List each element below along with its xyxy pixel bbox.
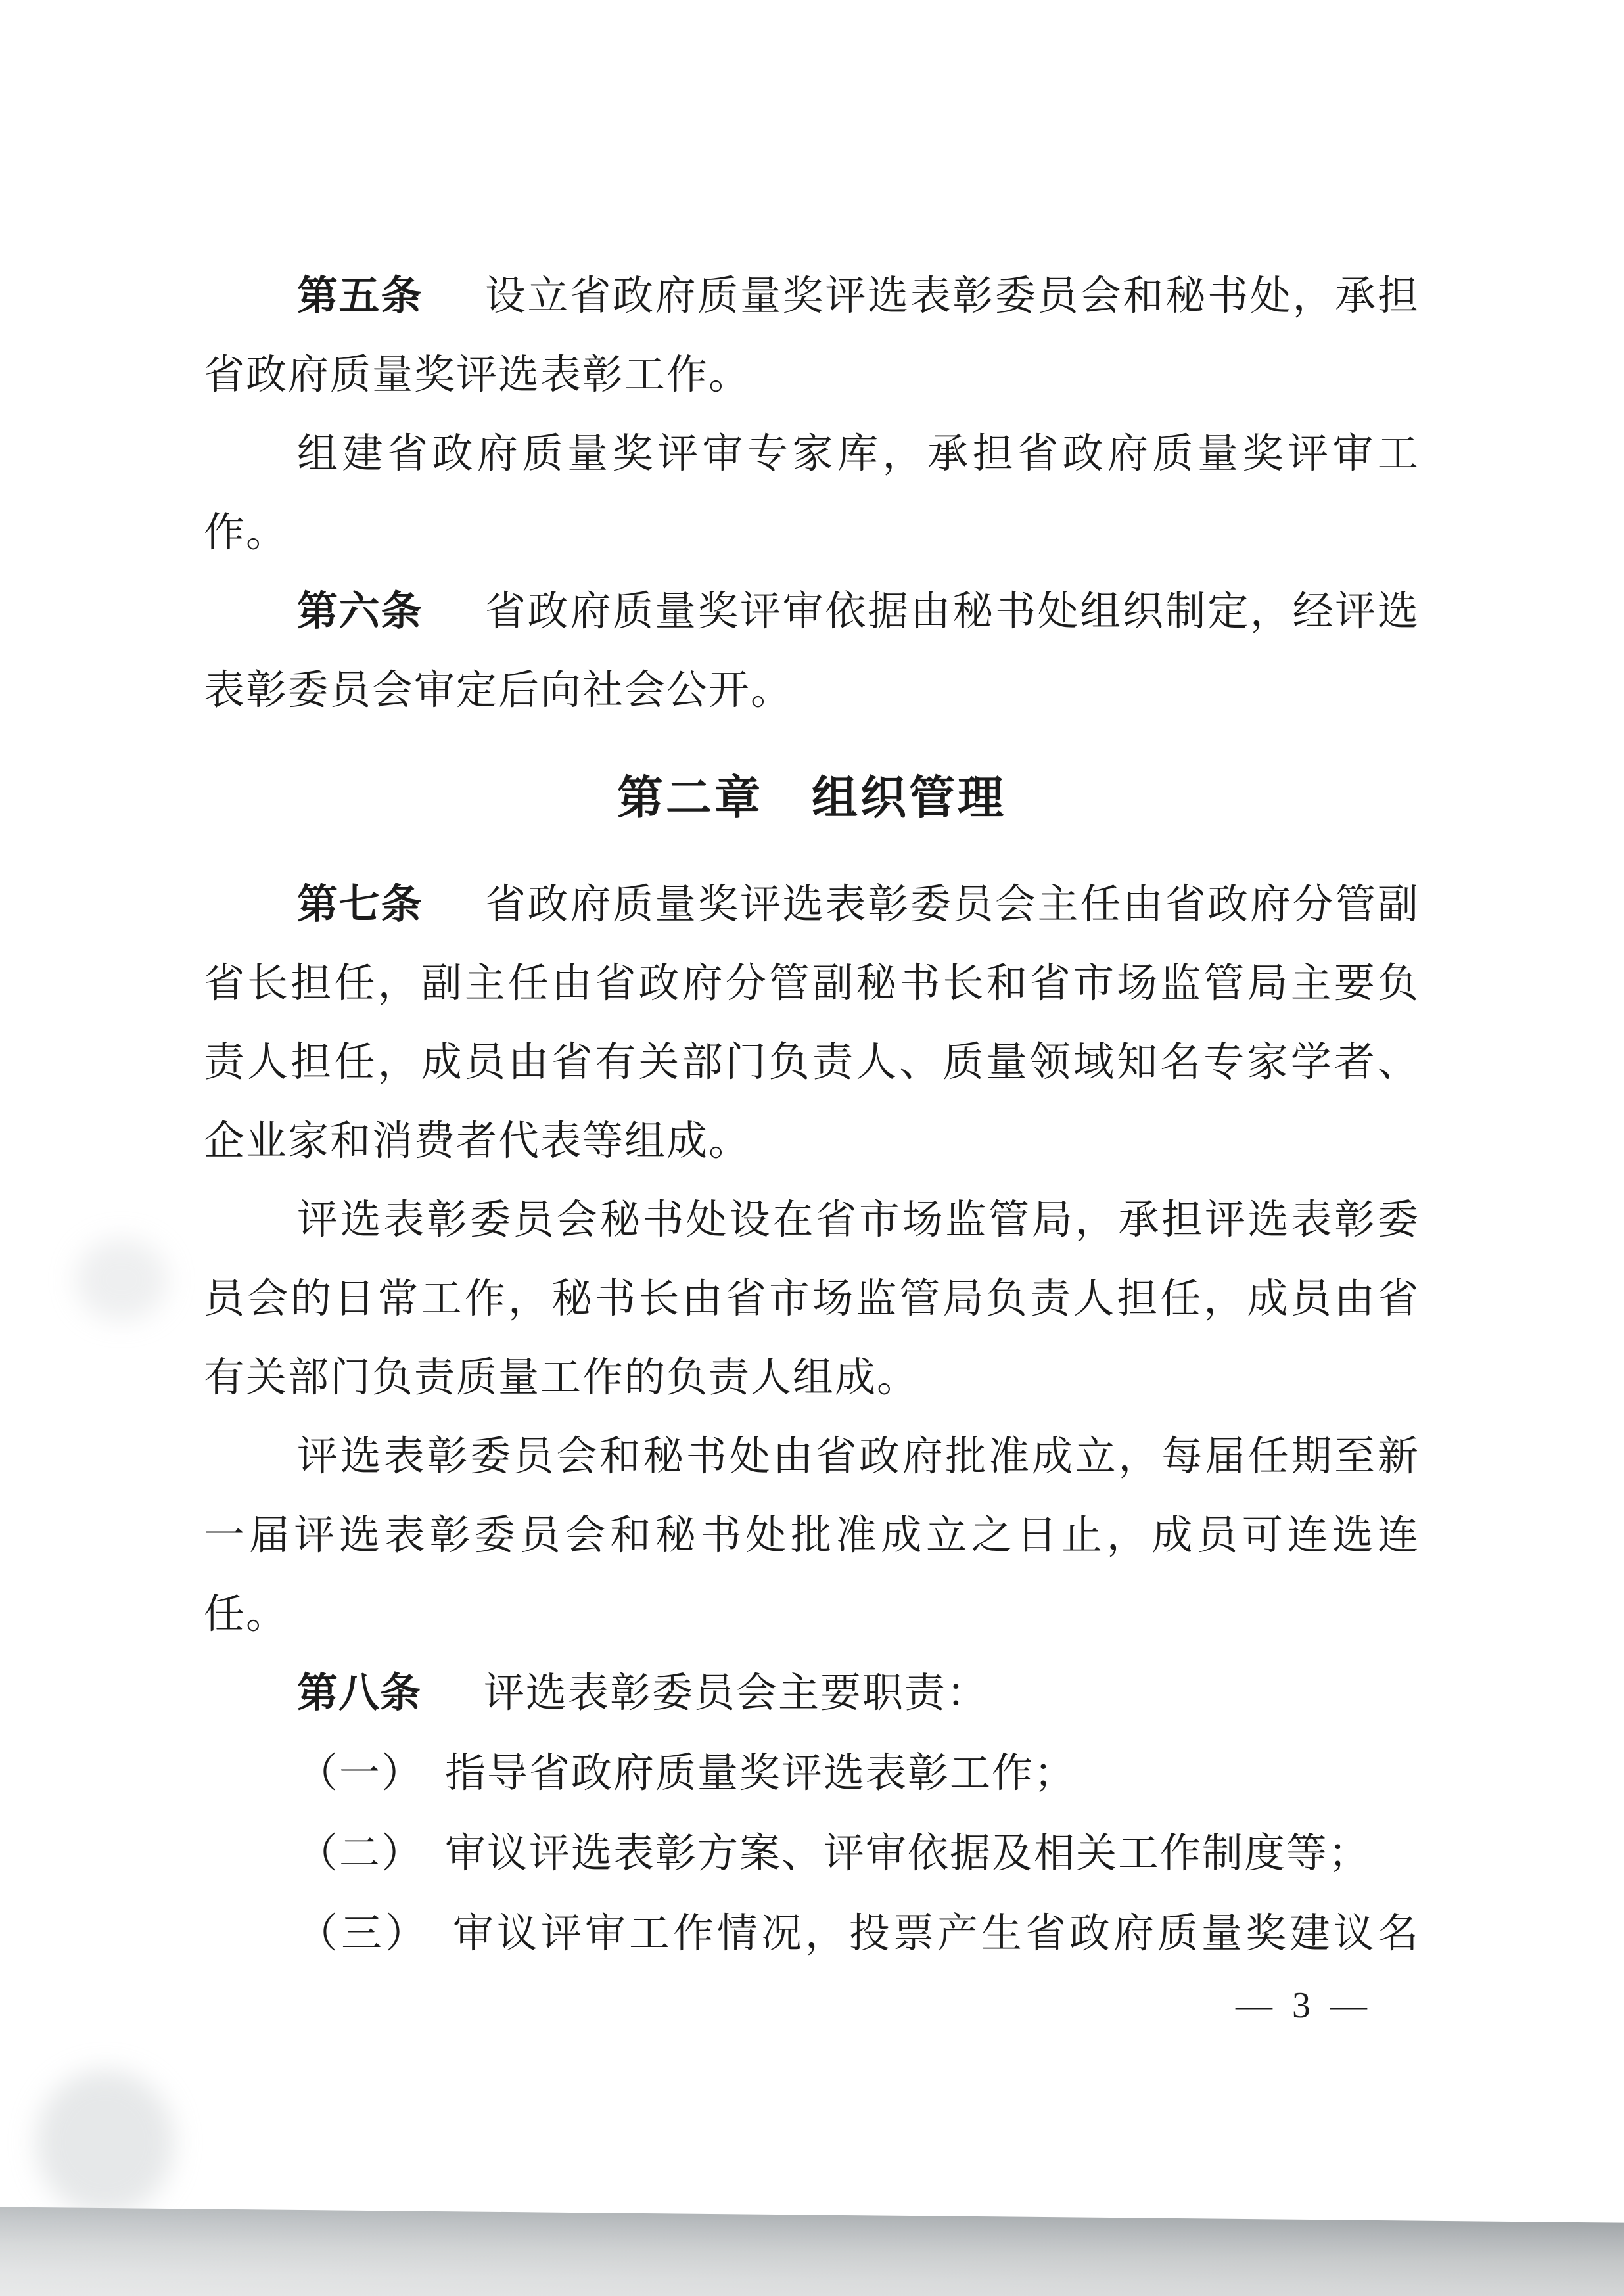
chapter-heading (204, 766, 1420, 829)
article-line (204, 267, 1420, 326)
article-line (204, 875, 1420, 934)
body-text-line (204, 1506, 1420, 1565)
line-text: 设立省政府质量奖评选表彰委员会和秘书处，承担 (485, 274, 1420, 319)
page-number: — 3 — (1236, 1985, 1372, 2026)
line-text: 表彰委员会审定后向社会公开。 (204, 668, 793, 713)
body-text-line (204, 661, 1420, 720)
line-text: 一届评选表彰委员会和秘书处批准成立之日止，成员可连选连 (204, 1513, 1420, 1558)
list-item-line (204, 1744, 1420, 1803)
line-text: 省政府质量奖评选表彰工作。 (204, 353, 751, 398)
body-text-line (204, 954, 1420, 1013)
body-text-line (204, 1270, 1420, 1329)
scan-smudge (36, 2070, 174, 2215)
body-text-line (204, 425, 1420, 484)
article-number-label: 第五条 (297, 273, 423, 319)
line-text: 有关部门负责质量工作的负责人组成。 (204, 1356, 919, 1400)
article-line (204, 582, 1420, 641)
line-text: 企业家和消费者代表等组成。 (204, 1119, 751, 1164)
scan-smudge (76, 1239, 168, 1321)
line-text: 组建省政府质量奖评审专家库，承担省政府质量奖评审工 (297, 432, 1420, 476)
scan-edge-shadow (0, 2207, 1624, 2296)
line-text: 省长担任，副主任由省政府分管副秘书长和省市场监管局主要负 (204, 961, 1420, 1006)
chapter-heading-text: 第二章 组织管理 (617, 772, 1006, 823)
body-text-line (204, 346, 1420, 405)
line-text: 评选表彰委员会秘书处设在省市场监管局，承担评选表彰委 (297, 1198, 1420, 1243)
line-text: 省政府质量奖评审依据由秘书处组织制定，经评选 (485, 589, 1420, 634)
list-item-line (204, 1824, 1420, 1883)
body-text-line (204, 1033, 1420, 1092)
article-number-label: 第七条 (297, 882, 423, 927)
body-text-line (204, 1348, 1420, 1408)
body-text-line (204, 1585, 1420, 1644)
line-text: 评选表彰委员会主要职责： (484, 1671, 989, 1716)
line-text: （二） 审议评选表彰方案、评审依据及相关工作制度等； (297, 1831, 1371, 1876)
line-text: 员会的日常工作，秘书长由省市场监管局负责人担任，成员由省 (204, 1277, 1420, 1321)
line-text: 评选表彰委员会和秘书处由省政府批准成立，每届任期至新 (297, 1435, 1420, 1479)
line-text: （一） 指导省政府质量奖评选表彰工作； (297, 1751, 1077, 1796)
article-number-label: 第六条 (297, 589, 423, 634)
body-text-line (204, 1427, 1420, 1486)
line-text: 作。 (204, 511, 289, 555)
article-number-label: 第八条 (297, 1670, 422, 1716)
body-text-line (204, 1112, 1420, 1171)
line-text: 省政府质量奖评选表彰委员会主任由省政府分管副 (485, 883, 1420, 927)
list-item-line (204, 1904, 1420, 1963)
line-text: （三） 审议评审工作情况，投票产生省政府质量奖建议名 (297, 1912, 1420, 1956)
line-text: 责人担任，成员由省有关部门负责人、质量领域知名专家学者、 (204, 1040, 1420, 1085)
body-text-line (204, 503, 1420, 563)
line-text: 任。 (204, 1592, 289, 1637)
article-line (204, 1664, 1420, 1723)
body-text-line (204, 1191, 1420, 1250)
